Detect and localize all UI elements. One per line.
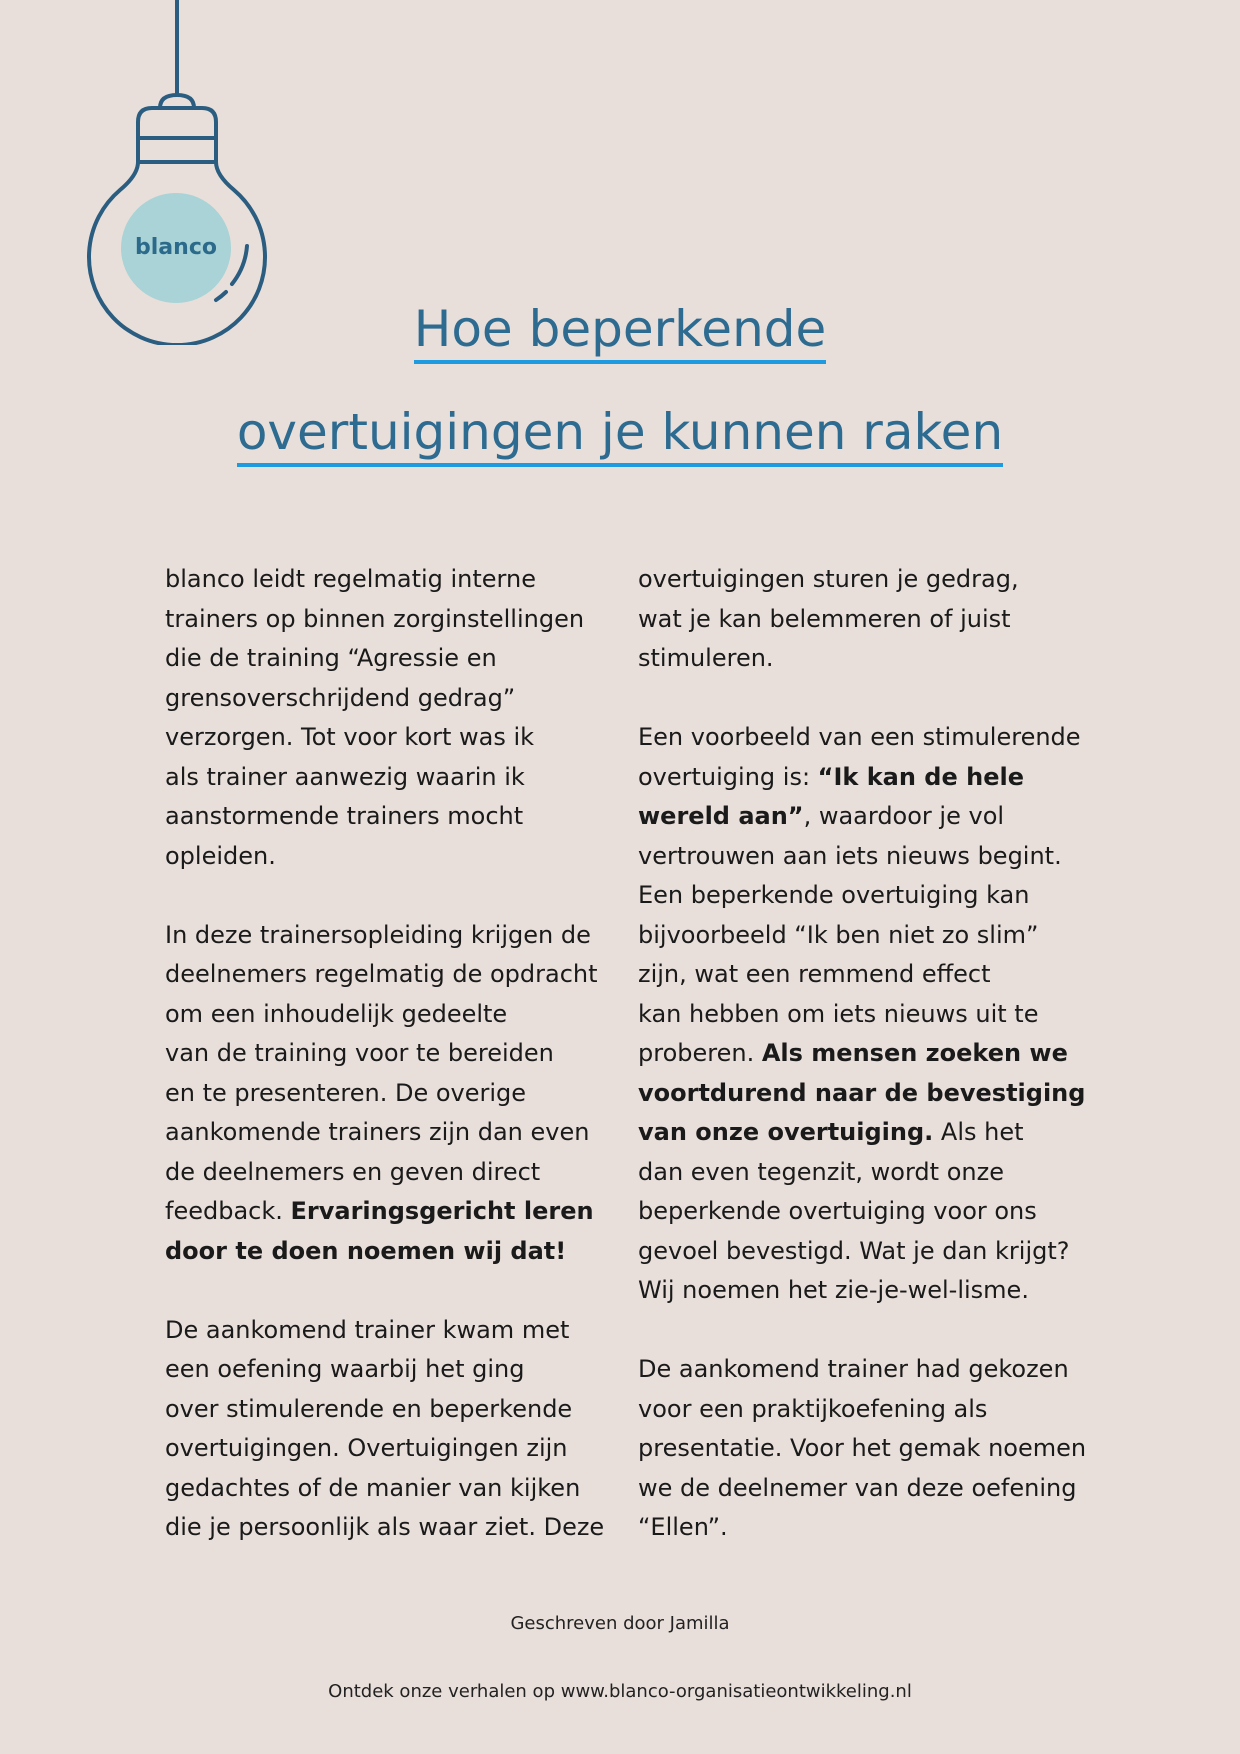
text-line: die de training “Agressie en — [165, 644, 497, 672]
text-line: gevoel bevestigd. Wat je dan krijgt? — [638, 1236, 1070, 1265]
text-line — [165, 1192, 595, 1232]
text-bold: Als mensen zoeken we — [761, 1039, 1068, 1067]
text-line: om een inhoudelijk gedeelte — [165, 999, 508, 1028]
text-bold: voortdurend naar de bevestiging — [638, 1078, 1086, 1107]
text-plain: feedback. — [165, 1197, 291, 1225]
text-line: bijvoorbeeld “Ik ben niet zo slim” — [638, 920, 1039, 949]
left-column — [165, 560, 605, 1548]
paragraph — [638, 560, 1078, 679]
logo-text: blanco — [135, 235, 217, 260]
text-plain: overtuiging is: — [638, 762, 818, 791]
bulb-socket — [138, 108, 216, 162]
text-line: trainers op binnen zorginstellingen — [165, 604, 585, 633]
text-line: Een voorbeeld van een stimulerende — [638, 723, 1081, 751]
text-line — [638, 1034, 1078, 1074]
text-line: wat je kan belemmeren of juist — [638, 604, 1011, 633]
text-bold: van onze overtuiging. — [638, 1118, 934, 1146]
text-line: stimuleren. — [638, 644, 774, 672]
text-line: blanco leidt regelmatig interne — [165, 565, 536, 593]
text-line: voor een praktijkoefening als — [638, 1394, 988, 1423]
text-line: Wij noemen het zie-je-wel-lisme. — [638, 1276, 1029, 1304]
text-line: overtuigingen sturen je gedrag, — [638, 565, 1019, 593]
text-line: die je persoonlijk als waar ziet. Deze — [165, 1513, 605, 1541]
text-line: grensoverschrijdend gedrag” — [165, 683, 516, 712]
paragraph — [638, 718, 1086, 1311]
text-line: dan even tegenzit, wordt onze — [638, 1157, 1004, 1186]
text-line — [638, 1113, 1078, 1153]
text-line: de deelnemers en geven direct — [165, 1157, 541, 1186]
text-bold: Ervaringsgericht leren — [290, 1197, 594, 1225]
author-byline: Geschreven door Jamilla — [510, 1613, 730, 1634]
text-line: we de deelnemer van deze oefening — [638, 1473, 1077, 1502]
text-plain: Als het — [933, 1118, 1024, 1146]
text-line: over stimulerende en beperkende — [165, 1394, 573, 1423]
text-line: “Ellen”. — [638, 1513, 728, 1541]
text-line: De aankomend trainer had gekozen — [638, 1355, 1069, 1383]
text-line: zijn, wat een remmend effect — [638, 960, 991, 988]
text-line: overtuigingen. Overtuigingen zijn — [165, 1434, 568, 1462]
text-line: beperkende overtuiging voor ons — [638, 1197, 1037, 1225]
text-line: In deze trainersopleiding krijgen de — [165, 920, 591, 949]
text-line: opleiden. — [165, 841, 276, 870]
right-column — [638, 560, 1087, 1548]
bulb-glare — [232, 246, 247, 284]
text-line: deelnemers regelmatig de opdracht — [165, 960, 598, 988]
text-line: een oefening waarbij het ging — [165, 1355, 525, 1383]
text-line: Een beperkende overtuiging kan — [638, 881, 1030, 909]
text-line: gedachtes of de manier van kijken — [165, 1473, 581, 1502]
paragraph — [165, 916, 598, 1272]
text-line: vertrouwen aan iets nieuws begint. — [638, 841, 1062, 870]
page-title-line-1: Hoe beperkende — [0, 304, 1240, 364]
page-title-line-2: overtuigingen je kunnen raken — [0, 407, 1240, 467]
footer — [0, 1681, 1240, 1702]
text-plain: , waardoor je vol — [803, 802, 1005, 830]
text-line: aankomende trainers zijn dan even — [165, 1118, 590, 1146]
footer-prefix: Ontdek onze verhalen op — [328, 1681, 561, 1702]
text-bold: “Ik kan de hele — [817, 762, 1024, 791]
text-bold: wereld aan” — [638, 802, 804, 830]
text-line: en te presenteren. De overige — [165, 1078, 527, 1107]
text-line: van de training voor te bereiden — [165, 1039, 554, 1067]
text-line — [638, 758, 1078, 798]
paragraph — [165, 560, 595, 876]
bulb-glare — [216, 292, 226, 300]
text-line — [165, 1232, 595, 1272]
text-bold: door te doen noemen wij dat! — [165, 1236, 567, 1265]
lightbulb-icon — [82, 0, 282, 345]
text-line: kan hebben om iets nieuws uit te — [638, 999, 1039, 1028]
paragraph — [165, 1311, 605, 1548]
website-link[interactable]: www.blanco-organisatieontwikkeling.nl — [560, 1681, 912, 1702]
text-line: aanstormende trainers mocht — [165, 802, 524, 830]
text-plain: proberen. — [638, 1039, 762, 1067]
paragraph — [638, 1350, 1087, 1548]
text-line: De aankomend trainer kwam met — [165, 1315, 570, 1344]
text-line — [638, 797, 1078, 837]
text-line: als trainer aanwezig waarin ik — [165, 762, 525, 791]
text-line — [638, 1074, 1086, 1114]
text-line: presentatie. Voor het gemak noemen — [638, 1434, 1087, 1462]
text-line: verzorgen. Tot voor kort was ik — [165, 723, 535, 751]
